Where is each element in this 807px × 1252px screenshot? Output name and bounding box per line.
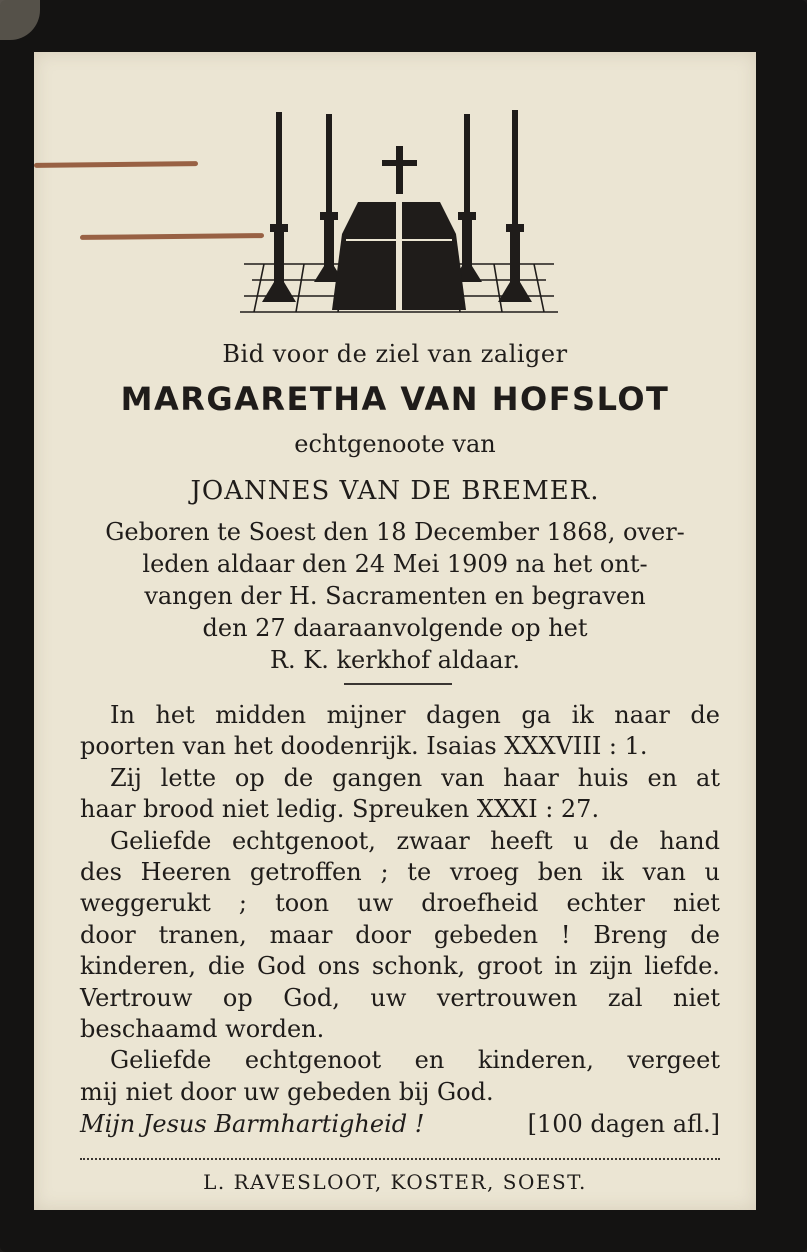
- verse-word: en: [647, 763, 678, 792]
- biography-line: R. K. kerkhof aldaar.: [269, 646, 521, 674]
- verse-word: hand: [659, 826, 720, 855]
- verse-word: niet: [673, 983, 720, 1012]
- verse-line: [80, 700, 720, 731]
- verse-word: huis: [577, 763, 629, 792]
- ink-stain: [34, 161, 198, 168]
- verse-word: des: [80, 858, 122, 887]
- verse-word: van: [642, 858, 686, 887]
- verse-word: liefde.: [644, 952, 720, 981]
- verse-word: de: [609, 826, 639, 855]
- biography-line: Geboren te Soest den 18 December 1868, over-: [105, 518, 685, 546]
- verse-word: u: [573, 826, 589, 855]
- verse-word: In: [110, 701, 135, 729]
- scripture-verses: [80, 700, 720, 1108]
- verse-word: toon: [275, 889, 330, 918]
- verse-line: [80, 1045, 720, 1076]
- verse-word: Breng: [593, 920, 668, 949]
- verse-word: midden: [215, 701, 307, 729]
- prayer-text: Mijn Jesus Barmhartigheid !: [80, 1110, 425, 1138]
- verse-word: gebeden: [433, 920, 539, 949]
- verse-word: echtgenoot,: [231, 826, 376, 855]
- verse-word: dagen: [426, 701, 501, 729]
- verse-line: [80, 951, 720, 982]
- verse-word: ik: [571, 701, 594, 729]
- verse-word: echtgenoot: [244, 1046, 382, 1075]
- biography-line: leden aldaar den 24 Mei 1909 na het ont-: [142, 550, 648, 578]
- verse-word: kinderen,: [477, 1046, 594, 1075]
- verse-word: ;: [238, 889, 247, 918]
- spouse-name: JOANNES VAN DE BREMER.: [190, 476, 600, 506]
- verse-line: [80, 983, 720, 1014]
- verse-word: de: [283, 763, 314, 792]
- verse-word: ;: [380, 858, 389, 887]
- verse-word: van: [441, 763, 485, 792]
- verse-line: [80, 888, 720, 919]
- card-paper: [34, 52, 756, 1210]
- prayer-line: [80, 1110, 720, 1138]
- biography: [34, 516, 756, 676]
- verse-word: en: [414, 1046, 445, 1075]
- dotted-divider: [80, 1158, 720, 1160]
- verse-word: die: [207, 952, 246, 981]
- biography-line: den 27 daaraanvolgende op het: [202, 614, 588, 642]
- verse-line: [80, 826, 720, 857]
- verse-word: God,: [283, 983, 340, 1012]
- verse-word: heeft: [490, 826, 553, 855]
- deceased-name: MARGARETHA VAN HOFSLOT: [120, 380, 670, 418]
- verse-word: at: [696, 763, 720, 792]
- verse-word: zwaar: [396, 826, 470, 855]
- verse-line: haar brood niet ledig. Spreuken XXXI : 27.: [80, 795, 600, 824]
- verse-word: u: [704, 858, 720, 887]
- biography-line: vangen der H. Sacramenten en begraven: [144, 582, 646, 610]
- verse-word: naar: [614, 701, 670, 729]
- verse-word: lette: [160, 763, 217, 792]
- verse-word: de: [690, 701, 720, 729]
- verse-word: ons: [317, 952, 361, 981]
- verse-word: echter: [566, 889, 645, 918]
- verse-word: groot: [477, 952, 543, 981]
- verse-word: zal: [607, 983, 643, 1012]
- verse-word: ga: [521, 701, 552, 729]
- verse-word: niet: [672, 889, 720, 918]
- verse-word: het: [155, 701, 195, 729]
- printer-credit: L. RAVESLOOT, KOSTER, SOEST.: [203, 1170, 587, 1194]
- verse-word: door: [355, 920, 412, 949]
- verse-word: gangen: [332, 763, 423, 792]
- verse-word: Geliefde: [110, 826, 212, 855]
- verse-word: Geliefde: [110, 1046, 212, 1075]
- verse-word: God: [256, 952, 306, 981]
- altar-candles-emblem: [234, 104, 564, 334]
- verse-word: vroeg: [449, 858, 519, 887]
- verse-word: te: [407, 858, 432, 887]
- verse-word: weggerukt: [80, 889, 211, 918]
- verse-word: op: [234, 763, 265, 792]
- verse-word: mijner: [326, 701, 406, 729]
- verse-line: beschaamd worden.: [80, 1015, 325, 1044]
- verse-word: in: [554, 952, 578, 981]
- verse-word: vergeet: [627, 1046, 720, 1075]
- verse-word: ik: [601, 858, 624, 887]
- verse-word: zijn: [589, 952, 633, 981]
- verse-word: vertrouwen: [436, 983, 578, 1012]
- verse-word: Zij: [110, 763, 142, 792]
- verse-word: haar: [503, 763, 559, 792]
- verse-word: uw: [370, 983, 407, 1012]
- verse-word: door: [80, 920, 136, 949]
- verse-word: Heeren: [140, 858, 232, 887]
- verse-word: de: [690, 920, 720, 949]
- verse-line: poorten van het doodenrijk. Isaias XXXVIII : 1.: [80, 732, 648, 761]
- verse-word: Vertrouw: [80, 983, 193, 1012]
- verse-line: [80, 763, 720, 794]
- verse-word: getroffen: [249, 858, 362, 887]
- verse-word: tranen,: [158, 920, 247, 949]
- divider-rule: [344, 683, 452, 685]
- verse-word: schonk,: [371, 952, 466, 981]
- verse-word: !: [560, 920, 571, 949]
- indulgence-text: [100 dagen afl.]: [527, 1110, 720, 1138]
- verse-word: uw: [357, 889, 394, 918]
- verse-line: mij niet door uw gebeden bij God.: [80, 1077, 494, 1106]
- invocation-text: Bid voor de ziel van zaliger: [222, 340, 568, 368]
- verse-word: ben: [537, 858, 583, 887]
- verse-word: op: [222, 983, 253, 1012]
- verse-line: [80, 920, 720, 951]
- verse-word: kinderen,: [80, 952, 197, 981]
- verse-word: droefheid: [421, 889, 539, 918]
- verse-word: maar: [269, 920, 333, 949]
- verse-line: [80, 857, 720, 888]
- spouse-label: echtgenoote van: [294, 430, 496, 458]
